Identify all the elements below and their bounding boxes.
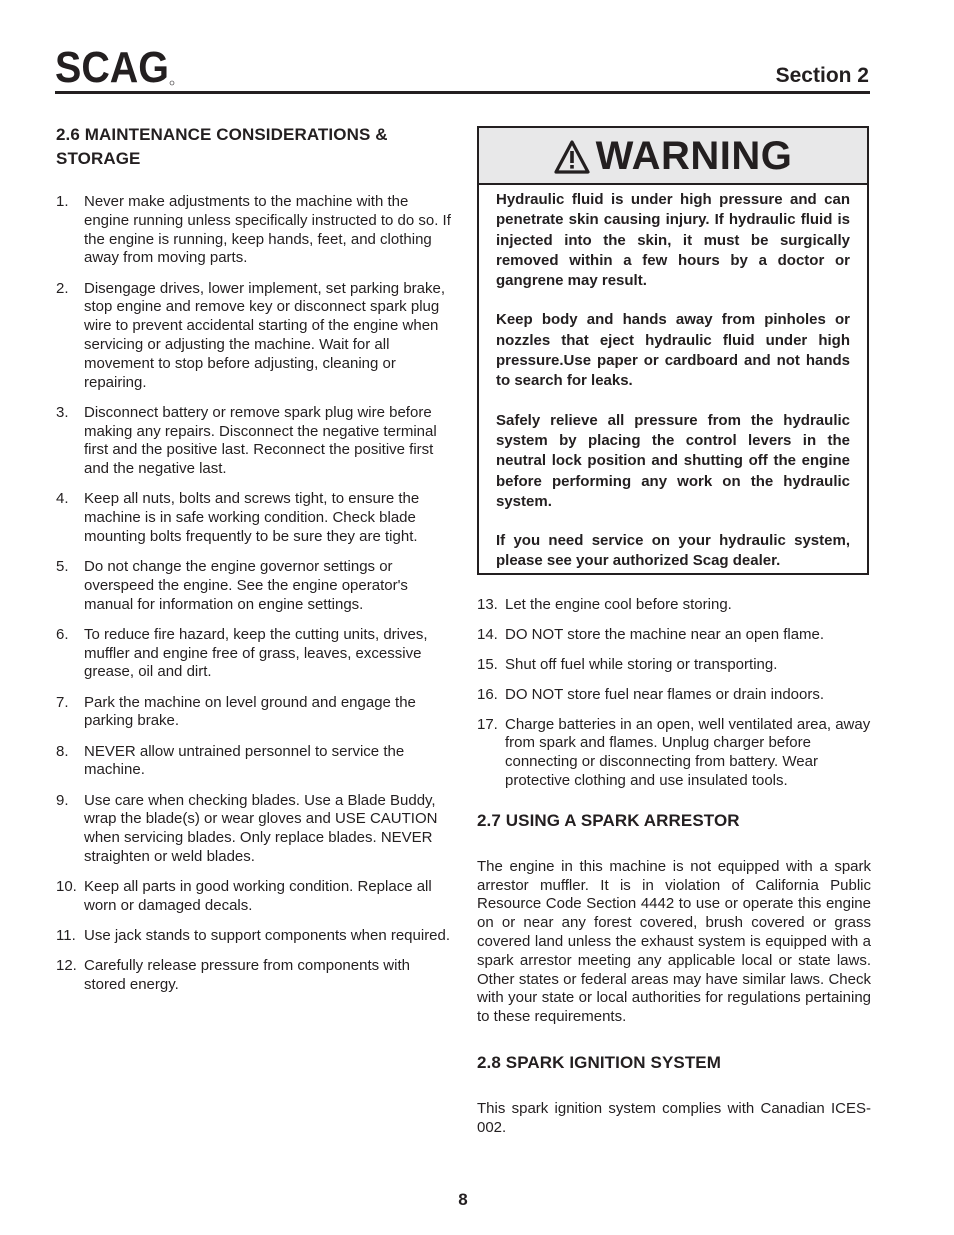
list-item-number: 6. xyxy=(56,625,69,643)
warning-triangle-icon xyxy=(554,140,590,174)
warning-box xyxy=(477,126,869,575)
warning-paragraph: Safely relieve all pressure from the hydraulic system by placing the control levers in the neutral lock position and shutting off the engine before performing any work on the hydraulic system. xyxy=(496,411,850,510)
list-item-number: 17. xyxy=(477,715,498,733)
header-rule xyxy=(55,91,870,94)
list-item xyxy=(56,878,451,916)
list-item xyxy=(477,656,871,675)
list-item-text: Charge batteries in an open, well ventilated area, away from spark and flames. Unplug charger before connecting or disconnecting from battery. Wear protective clothing and use insulated tools. xyxy=(505,715,871,790)
warning-header xyxy=(479,128,867,185)
list-item-number: 10. xyxy=(56,878,77,896)
list-item-text: Disengage drives, lower implement, set parking brake, stop engine and remove key or disconnect spark plug wire to prevent accidental starting of the engine when servicing or adjusting the machine. Wait for all movement to stop before adjusting, cleaning or repairing. xyxy=(84,279,446,391)
list-item xyxy=(477,626,871,645)
list-item-text: Shut off fuel while storing or transporting. xyxy=(505,655,778,673)
warning-body xyxy=(479,185,867,573)
list-item-number: 8. xyxy=(56,742,69,760)
list-item xyxy=(56,490,451,546)
list-item-text: Park the machine on level ground and engage the parking brake. xyxy=(84,693,416,730)
list-item-text: Carefully release pressure from components with stored energy. xyxy=(84,957,410,994)
page-number: 8 xyxy=(458,1190,468,1209)
list-item-text: Use jack stands to support components when required. xyxy=(84,927,451,945)
list-item xyxy=(56,558,451,614)
list-item-text: DO NOT store fuel near flames or drain indoors. xyxy=(505,685,825,703)
list-item xyxy=(56,792,451,867)
list-item-text: To reduce fire hazard, keep the cutting units, drives, muffler and engine free of grass, leaves, excessive grease, oil and dirt. xyxy=(84,625,428,681)
list-item-number: 3. xyxy=(56,403,69,421)
list-item-text: DO NOT store the machine near an open flame. xyxy=(505,625,825,643)
scag-logo xyxy=(55,46,175,86)
list-item-number: 11. xyxy=(56,927,76,945)
list-item-text: Do not change the engine governor settings or overspeed the engine. See the engine operator's manual for information on engine settings. xyxy=(84,558,408,613)
warning-paragraph: Hydraulic fluid is under high pressure and can penetrate skin causing injury. If hydraulic fluid is injected into the skin, it must be surgically removed within a few hours by a doctor or gangrene may result. xyxy=(496,191,850,290)
spark-arrestor-paragraph: The engine in this machine is not equipped with a spark arrestor muffler. It is in violation of California Public Resource Code Section 4442 to use or operate this engine on or near any forest covered, brush covered or grass covered land unless the exhaust system is equipped with a spark arrestor meeting any applicable local or state laws. Other states or federal areas may have similar laws. Check with your state or local authorities for regulations pertaining to these requirements. xyxy=(477,857,871,1026)
list-item-number: 2. xyxy=(56,279,69,297)
list-item-text: Use care when checking blades. Use a Blade Buddy, wrap the blade(s) or wear gloves and USE CAUTION when servicing blades. Only replace blades. NEVER straighten or weld blades. xyxy=(84,791,438,866)
maintenance-heading xyxy=(56,123,451,171)
list-item-text: NEVER allow untrained personnel to service the machine. xyxy=(84,742,405,779)
list-item xyxy=(56,927,451,946)
maintenance-heading-line2: STORAGE xyxy=(56,149,141,168)
list-item-number: 12. xyxy=(56,957,77,975)
list-item xyxy=(477,686,871,705)
list-item-text: Let the engine cool before storing. xyxy=(505,595,732,613)
right-column xyxy=(477,126,871,1138)
list-item-number: 9. xyxy=(56,791,69,809)
list-item-text: Never make adjustments to the machine with the engine running unless specifically instructed to do so. If the engine is running, keep hands, feet, and clothing away from moving parts. xyxy=(84,193,451,267)
maintenance-heading-line1: 2.6 MAINTENANCE CONSIDERATIONS & xyxy=(56,125,388,144)
maintenance-list xyxy=(56,193,451,995)
list-item xyxy=(477,716,871,791)
list-item-number: 7. xyxy=(56,693,69,711)
list-item-number: 5. xyxy=(56,558,69,576)
list-item-text: Keep all nuts, bolts and screws tight, to ensure the machine is in safe working condition. Check blade mounting bolts frequently to be sure they are tight. xyxy=(84,490,420,545)
warning-paragraph: Keep body and hands away from pinholes or nozzles that eject hydraulic fluid under high pressure.Use paper or cardboard and not hands to search for leaks. xyxy=(496,311,850,390)
list-item xyxy=(56,957,451,995)
list-item xyxy=(56,626,451,682)
list-item-number: 14. xyxy=(477,625,498,643)
left-column xyxy=(56,123,451,1006)
list-item-number: 4. xyxy=(56,490,69,508)
section-title: Section 2 xyxy=(775,64,869,87)
list-item-number: 1. xyxy=(56,193,69,210)
warning-paragraph: If you need service on your hydraulic system, please see your authorized Scag dealer. xyxy=(496,532,850,570)
scag-logo-text: SCAG xyxy=(55,46,169,86)
list-item-number: 13. xyxy=(477,595,498,613)
list-item xyxy=(56,404,451,479)
warning-title: WARNING xyxy=(595,133,793,178)
list-item xyxy=(56,743,451,781)
list-item-number: 16. xyxy=(477,685,498,703)
list-item xyxy=(56,694,451,732)
list-item-text: Disconnect battery or remove spark plug wire before making any repairs. Disconnect the negative terminal first and the positive last. Reconnect the positive first and the negative last. xyxy=(84,403,437,478)
spark-ignition-paragraph: This spark ignition system complies with Canadian ICES-002. xyxy=(477,1100,871,1136)
list-item xyxy=(477,596,871,615)
list-item-number: 15. xyxy=(477,655,498,673)
list-item xyxy=(56,193,451,268)
list-item-text: Keep all parts in good working condition. Replace all worn or damaged decals. xyxy=(84,878,432,915)
list-item xyxy=(56,280,451,393)
spark-arrestor-heading: 2.7 USING A SPARK ARRESTOR xyxy=(477,810,740,830)
storage-list xyxy=(477,596,871,791)
spark-ignition-heading: 2.8 SPARK IGNITION SYSTEM xyxy=(477,1053,722,1073)
